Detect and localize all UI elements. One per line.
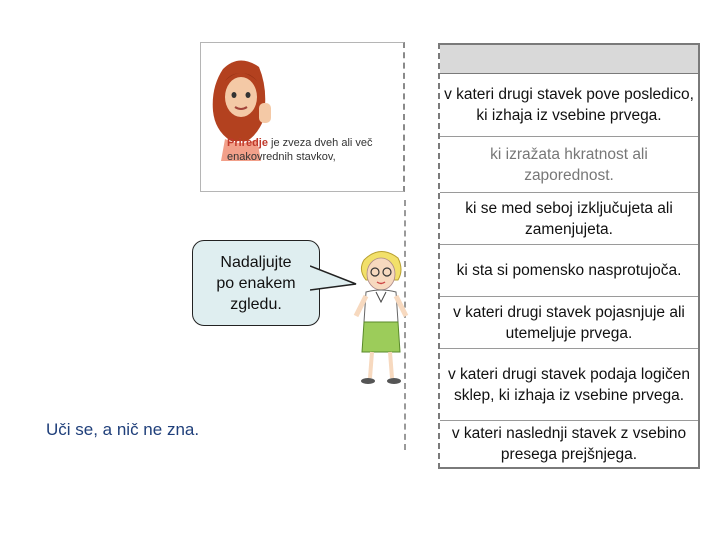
speech-bubble-tail-icon	[310, 262, 360, 302]
proverb-text: Uči se, a nič ne zna.	[46, 420, 200, 439]
row-text: ki izražata hkratnost ali zaporednost.	[490, 145, 648, 184]
row-text: v kateri naslednji stavek z vsebino presega prejšnjega.	[451, 425, 687, 463]
definition-bold-word: Priredje	[227, 137, 268, 149]
table-row	[440, 193, 698, 245]
row-text: ki sta si pomensko nasprotujoča.	[456, 262, 682, 279]
definition-text	[227, 136, 402, 164]
table-row	[440, 245, 698, 297]
answer-table	[438, 43, 700, 469]
table-row	[440, 349, 698, 421]
table-row	[440, 297, 698, 349]
speech-bubble: Nadaljujte po enakem zgledu.	[192, 240, 320, 326]
table-row	[440, 73, 698, 137]
definition-card	[200, 42, 405, 192]
row-text: v kateri drugi stavek podaja logičen sklep, ki izhaja iz vsebine prvega.	[447, 365, 691, 404]
table-header	[440, 45, 698, 74]
row-text: v kateri drugi stavek pojasnjuje ali utemeljuje prvega.	[453, 303, 685, 342]
definition-rest: je zveza dveh ali več enakovrednih stavkov,	[227, 137, 373, 163]
row-text: v kateri drugi stavek pove posledico, ki izhaja iz vsebine prvega.	[444, 85, 694, 124]
table-row	[440, 137, 698, 193]
row-text: ki se med seboj izključujeta ali zamenjujeta.	[465, 199, 673, 238]
table-row	[440, 421, 698, 467]
